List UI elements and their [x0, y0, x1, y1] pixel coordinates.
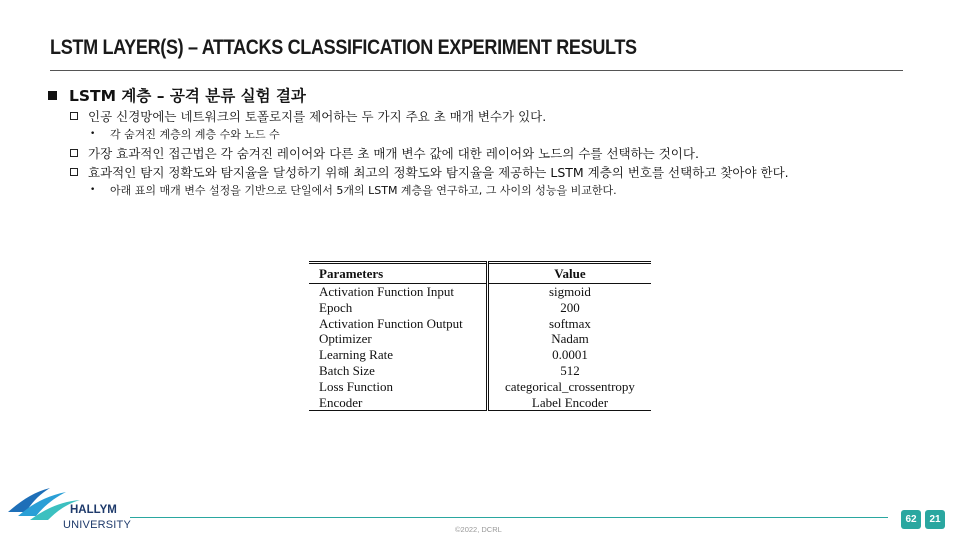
parameter-value: 512 — [560, 362, 580, 378]
hollow-square-bullet-icon — [70, 112, 78, 120]
page-number-badge: 62 — [901, 510, 921, 529]
bullet-list — [48, 84, 918, 199]
section-heading — [48, 84, 918, 106]
parameter-name: Epoch — [309, 300, 487, 316]
column-header-parameters: Parameters — [309, 263, 487, 284]
sub-bullet-item — [90, 125, 918, 143]
parameter-value: Nadam — [551, 331, 589, 347]
slide-title: LSTM LAYER(S) – ATTACKS CLASSIFICATION EXPERIMENT RESULTS — [50, 36, 637, 59]
copyright-text: ©2022, DCRL — [455, 525, 502, 534]
parameter-value: sigmoid — [549, 284, 591, 299]
parameter-name: Activation Function Input — [309, 284, 487, 300]
bullet-item — [70, 106, 918, 125]
table-row — [309, 284, 651, 300]
bullet-text: 인공 신경망에는 네트워크의 토폴로지를 제어하는 두 가지 주요 초 매개 변수가 있다. — [88, 108, 547, 124]
parameter-value: categorical_crossentropy — [504, 378, 635, 394]
table-row — [309, 331, 651, 347]
sub-bullet-text: 각 숨겨진 계층의 계층 수와 노드 수 — [110, 128, 280, 141]
table-header-row — [309, 263, 651, 284]
title-divider — [50, 70, 903, 71]
university-name: HALLYM — [70, 504, 117, 516]
dot-bullet-icon: • — [90, 185, 96, 195]
bullet-item — [70, 143, 918, 162]
university-subtitle: UNIVERSITY — [63, 519, 132, 531]
table-row — [309, 379, 651, 395]
footer-divider — [130, 517, 888, 518]
hollow-square-bullet-icon — [70, 149, 78, 157]
square-bullet-icon — [48, 91, 57, 100]
dot-bullet-icon: • — [90, 129, 96, 139]
parameter-value: softmax — [549, 315, 591, 331]
parameter-name: Activation Function Output — [309, 316, 487, 332]
table-row — [309, 395, 651, 411]
bullet-item — [70, 162, 918, 181]
hollow-square-bullet-icon — [70, 168, 78, 176]
sub-bullet-text: 아래 표의 매개 변수 설정을 기반으로 단일에서 5개의 LSTM 계층을 연구하고, 그 사이의 성능을 비교한다. — [110, 184, 617, 197]
bullet-text: 효과적인 탐지 정확도와 탐지율을 달성하기 위해 최고의 정확도와 탐지율을 제공하는 LSTM 계층의 번호를 선택하고 찾아야 한다. — [88, 164, 789, 180]
parameters-table — [309, 261, 651, 411]
section-heading-text: LSTM 계층 – 공격 분류 실험 결과 — [69, 87, 306, 105]
table-row — [309, 316, 651, 332]
column-header-value: Value — [554, 265, 586, 281]
parameter-name: Loss Function — [309, 379, 487, 395]
parameter-name: Encoder — [309, 395, 487, 411]
parameter-name: Batch Size — [309, 363, 487, 379]
parameter-value: 200 — [560, 299, 580, 315]
table-row — [309, 363, 651, 379]
parameter-name: Learning Rate — [309, 347, 487, 363]
bullet-text: 가장 효과적인 접근법은 각 숨겨진 레이어와 다른 초 매개 변수 값에 대한 레이어와 노드의 수를 선택하는 것이다. — [88, 145, 699, 161]
hallym-wave-logo-icon — [4, 482, 84, 522]
parameter-name: Optimizer — [309, 331, 487, 347]
table-row — [309, 347, 651, 363]
parameter-value: 0.0001 — [552, 347, 588, 363]
slide-number-badge: 21 — [925, 510, 945, 529]
sub-bullet-item — [90, 181, 918, 199]
parameter-value: Label Encoder — [487, 395, 651, 411]
table-row — [309, 300, 651, 316]
